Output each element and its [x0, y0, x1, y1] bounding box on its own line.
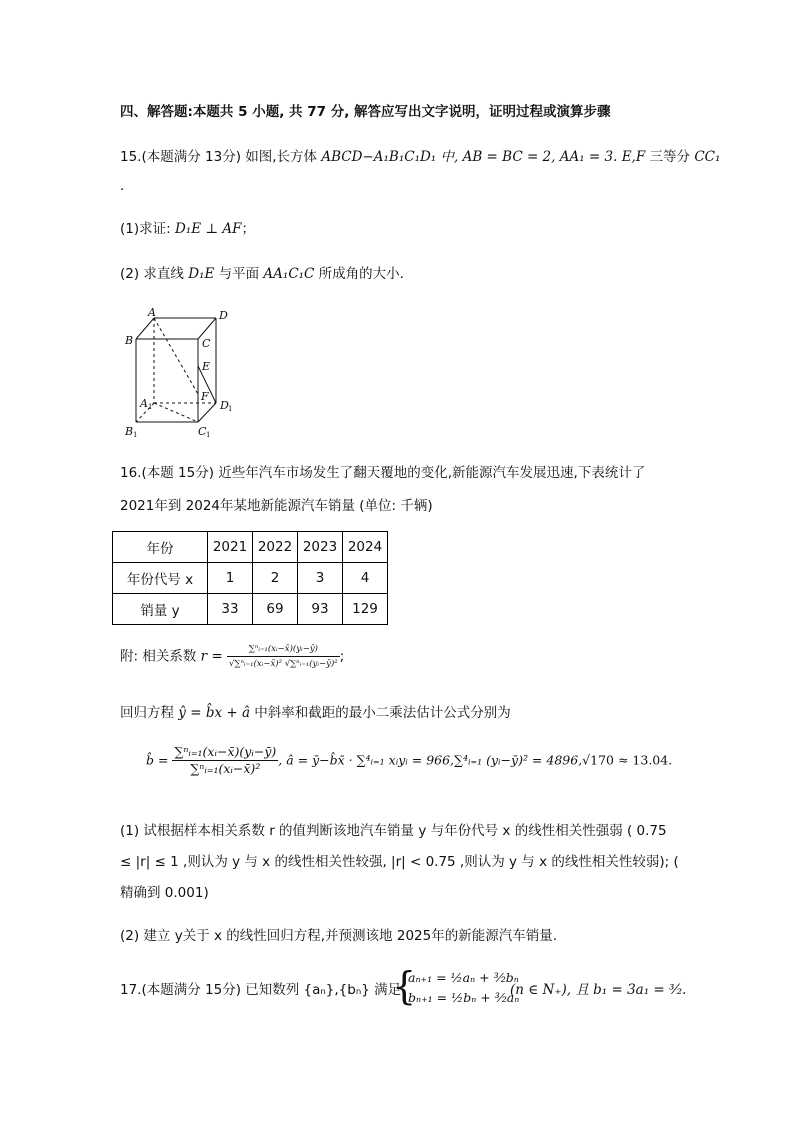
- q16-part1-line2: ≤ |r| ≤ 1 ,则认为 y 与 x 的线性相关性较强, |r| < 0.75 ,则认为 y 与 x 的线性相关性较弱); (: [120, 854, 679, 870]
- table-header-cell: 年份代号 x: [113, 563, 208, 594]
- q17-prefix: 17.(本题满分 15分) 已知数列 {aₙ},{bₙ} 满足: [120, 982, 402, 998]
- section-heading: 四、解答题:本题共 5 小题, 共 77 分, 解答应写出文字说明，证明过程或演算步骤: [120, 104, 611, 120]
- label-C1-sub: 1: [206, 431, 211, 439]
- q16-part1-line3: 精确到 0.001): [120, 885, 209, 901]
- q16-formula-display: b̂ = $\frac{\text{∑ⁿᵢ₌₁(xᵢ−x̄)(yᵢ−ȳ)}}{\text{∑ⁿᵢ₌₁(xᵢ−x̄)²}}$ , â = ȳ−b̂x̄ · ∑⁴ᵢ₌₁ xᵢyᵢ = 966,∑⁴ᵢ₌₁ (yᵢ−ȳ)² = 4896,√170 ≈ 13.04.: [146, 744, 673, 776]
- q17-system-brace: {: [392, 964, 417, 1008]
- label-C1: C: [198, 425, 207, 438]
- q15-period: .: [120, 178, 125, 194]
- label-B: B: [125, 334, 134, 347]
- table-cell: 2: [253, 563, 298, 594]
- edge-DC: [198, 318, 216, 339]
- table-cell: 2024: [343, 532, 388, 563]
- table-cell: 2023: [298, 532, 343, 563]
- label-E: E: [202, 360, 211, 373]
- label-A1-sub: 1: [148, 403, 153, 411]
- q15-part1: (1)求证: D₁E ⊥ AF；: [120, 221, 255, 237]
- cuboid-figure: [118, 306, 248, 440]
- q17-condition: (n ∈ N₊), 且 b₁ = 3a₁ = ³⁄₂.: [510, 982, 687, 998]
- table-cell: 33: [208, 594, 253, 625]
- q16-part1-line1: (1) 试根据样本相关系数 r 的值判断该地汽车销量 y 与年份代号 x 的线性相关性强弱 ( 0.75: [120, 823, 667, 839]
- q16-appendix: 附: 相关系数 r = $\frac{\text{∑ⁿᵢ₌₁(xᵢ−x̄)(yᵢ−ȳ)}}{\text{√∑ⁿᵢ₌₁(xᵢ−x̄)² √∑ⁿᵢ₌₁(yᵢ−ȳ)²}}$ ;: [120, 644, 345, 669]
- table-cell: 2022: [253, 532, 298, 563]
- label-A1: A: [140, 397, 148, 410]
- table-row: [113, 594, 388, 625]
- label-D: D: [219, 309, 228, 322]
- label-D1: D: [220, 399, 229, 412]
- table-cell: 69: [253, 594, 298, 625]
- q17-eq2: bₙ₊₁ = ½bₙ + ³⁄₂aₙ: [408, 990, 520, 1005]
- label-B1-sub: 1: [133, 431, 138, 439]
- sales-table: [112, 531, 388, 625]
- table-row: [113, 563, 388, 594]
- table-cell: 3: [298, 563, 343, 594]
- r-fraction: $\frac{\text{∑ⁿᵢ₌₁(xᵢ−x̄)(yᵢ−ȳ)}}{\text{√∑ⁿᵢ₌₁(xᵢ−x̄)² √∑ⁿᵢ₌₁(yᵢ−ȳ)²}}$: [229, 644, 338, 669]
- label-B1: B: [125, 425, 134, 438]
- table-header-cell: 年份: [113, 532, 208, 563]
- q17-eq1: aₙ₊₁ = ½aₙ + ³⁄₂bₙ: [408, 970, 519, 985]
- table-row: [113, 532, 388, 563]
- q17-system: [408, 968, 519, 1008]
- q16-intro-line2: 2021年到 2024年某地新能源汽车销量 (单位: 千辆): [120, 498, 433, 514]
- q16-intro-line1: 16.(本题 15分) 近些年汽车市场发生了翻天覆地的变化,新能源汽车发展迅速,下表统计了: [120, 465, 646, 481]
- table-cell: 4: [343, 563, 388, 594]
- table-header-cell: 销量 y: [113, 594, 208, 625]
- q16-part2: (2) 建立 y关于 x 的线性回归方程,并预测该地 2025年的新能源汽车销量.: [120, 928, 557, 944]
- table-cell: 93: [298, 594, 343, 625]
- q15-intro: 15.(本题满分 13分) 如图,长方体 ABCD−A₁B₁C₁D₁ 中, AB = BC = 2, AA₁ = 3. E,F 三等分 CC₁: [120, 149, 721, 165]
- q16-regression-line: 回归方程 ŷ = b̂x + â 中斜率和截距的最小二乘法估计公式分别为: [120, 705, 511, 721]
- table-cell: 129: [343, 594, 388, 625]
- segment-AF: [154, 318, 198, 394]
- table-cell: 1: [208, 563, 253, 594]
- edge-C1D1: [198, 403, 216, 422]
- edge-AB: [136, 318, 154, 339]
- table-cell: 2021: [208, 532, 253, 563]
- b-fraction: $\frac{\text{∑ⁿᵢ₌₁(xᵢ−x̄)(yᵢ−ȳ)}}{\text{∑ⁿᵢ₌₁(xᵢ−x̄)²}}$: [174, 744, 277, 776]
- label-F: F: [201, 390, 209, 403]
- label-D1-sub: 1: [228, 405, 233, 413]
- segment-A1C1: [154, 403, 198, 422]
- label-A: A: [148, 306, 156, 319]
- q15-part2: (2) 求直线 D₁E 与平面 AA₁C₁C 所成角的大小.: [120, 266, 404, 282]
- label-C: C: [202, 337, 211, 350]
